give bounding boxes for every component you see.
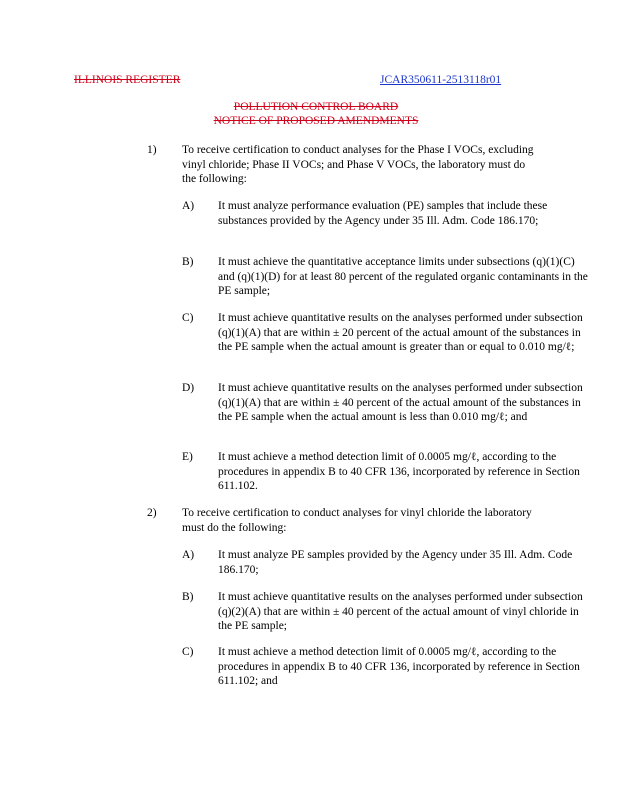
item-1c-text: It must achieve quantitative results on the analyses performed under subsection (q)(1)(A) that are within ± 20 percent of the actual amount of the substances in the PE sample when the actual amount is greater than or equal to 0.010 mg/ℓ; [218,312,583,353]
item-2c-text: It must achieve a method detection limit of 0.0005 mg/ℓ, according to the procedures in appendix B to 40 CFR 136, incorporated by reference in Section 611.102; and [218,646,580,687]
document-id-link[interactable]: JCAR350611-2513118r01 [380,74,502,86]
item-2-text: To receive certification to conduct analyses for vinyl chloride the laboratory must do the following: [182,507,532,534]
item-1e-text: It must achieve a method detection limit of 0.0005 mg/ℓ, according to the procedures in appendix B to 40 CFR 136, incorporated by reference in Section 611.102. [218,451,580,492]
item-1c-number: C) [182,312,194,324]
item-2b-number: B) [182,591,194,603]
item-2a-number: A) [182,549,195,561]
item-1d-number: D) [182,382,195,394]
notice-title: NOTICE OF PROPOSED AMENDMENTS [213,115,419,127]
item-1-text: To receive certification to conduct analyses for the Phase I VOCs, excluding vinyl chloride; Phase II VOCs; and Phase V VOCs, the laboratory must do the following: [182,144,534,185]
board-title: POLLUTION CONTROL BOARD [233,101,399,113]
item-1b-text: It must achieve the quantitative acceptance limits under subsections (q)(1)(C) and (q)(1)(D) for at least 80 percent of the regulated organic contaminants in the PE sample; [218,256,588,297]
item-2-number: 2) [147,507,157,519]
item-1d-text: It must achieve quantitative results on the analyses performed under subsection (q)(1)(A) that are within ± 40 percent of the actual amount of the substances in the PE sample when the actual amount is less than 0.010 mg/ℓ; and [218,382,583,423]
item-1a-text: It must analyze performance evaluation (PE) samples that include these substances provided by the Agency under 35 Ill. Adm. Code 186.170; [218,200,548,227]
item-1e-number: E) [182,451,193,463]
item-2b-text: It must achieve quantitative results on the analyses performed under subsection (q)(2)(A) that are within ± 40 percent of the actual amount of vinyl chloride in the PE sample; [218,591,583,632]
item-1-number: 1) [147,144,157,156]
item-2a-text: It must analyze PE samples provided by the Agency under 35 Ill. Adm. Code 186.170; [218,549,573,576]
register-header: ILLINOIS REGISTER [74,74,181,86]
item-1b-number: B) [182,256,194,268]
item-2c-number: C) [182,646,194,658]
item-1a-number: A) [182,200,195,212]
